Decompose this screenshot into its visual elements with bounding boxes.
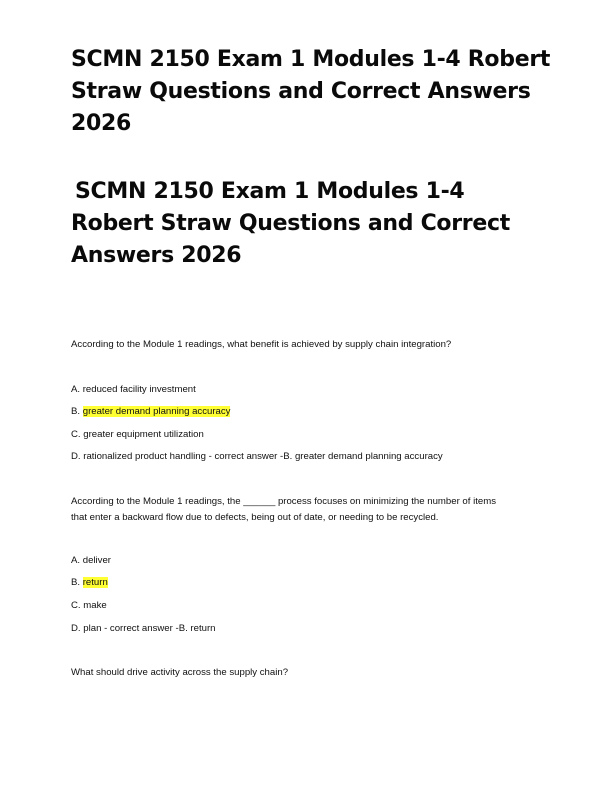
question-1-option-b xyxy=(71,405,230,419)
question-2-prompt-line-2: that enter a backward flow due to defects, being out of date, or needing to be recycled. xyxy=(71,512,439,523)
option-text: make xyxy=(83,600,107,611)
question-2-prompt-line-1: According to the Module 1 readings, the ______ process focuses on minimizing the number of items xyxy=(71,496,497,507)
question-2-option-b xyxy=(71,576,108,590)
option-text: plan - correct answer -B. return xyxy=(83,623,216,634)
option-prefix: D. xyxy=(71,451,84,462)
highlighted-answer: greater demand planning accuracy xyxy=(82,406,231,417)
option-prefix: B. xyxy=(71,577,83,588)
question-2-option-a xyxy=(71,554,111,568)
option-prefix: A. xyxy=(71,555,83,566)
question-2-option-d xyxy=(71,622,216,636)
document-title-repeat xyxy=(71,176,551,272)
option-text: deliver xyxy=(82,555,111,566)
highlighted-answer: return xyxy=(82,577,108,588)
question-1-option-a xyxy=(71,383,196,397)
document-title: SCMN 2150 Exam 1 Modules 1-4 Robert Straw Questions and Correct Answers 2026 xyxy=(71,47,551,136)
option-text: reduced facility investment xyxy=(82,384,196,395)
option-prefix: B. xyxy=(71,406,83,417)
option-prefix: D. xyxy=(71,623,84,634)
question-2-option-c xyxy=(71,599,107,613)
option-text: greater equipment utilization xyxy=(83,429,204,440)
option-prefix: C. xyxy=(71,600,84,611)
question-1-option-d xyxy=(71,450,443,464)
document-title-repeat-text: SCMN 2150 Exam 1 Modules 1-4 Robert Straw Questions and Correct Answers 2026 xyxy=(71,179,510,268)
question-3-prompt: What should drive activity across the supply chain? xyxy=(71,667,289,678)
option-prefix: C. xyxy=(71,429,84,440)
question-1-option-c xyxy=(71,428,204,442)
option-prefix: A. xyxy=(71,384,83,395)
option-text: rationalized product handling - correct answer -B. greater demand planning accuracy xyxy=(83,451,443,462)
question-1-prompt: According to the Module 1 readings, what benefit is achieved by supply chain integration? xyxy=(71,339,452,350)
